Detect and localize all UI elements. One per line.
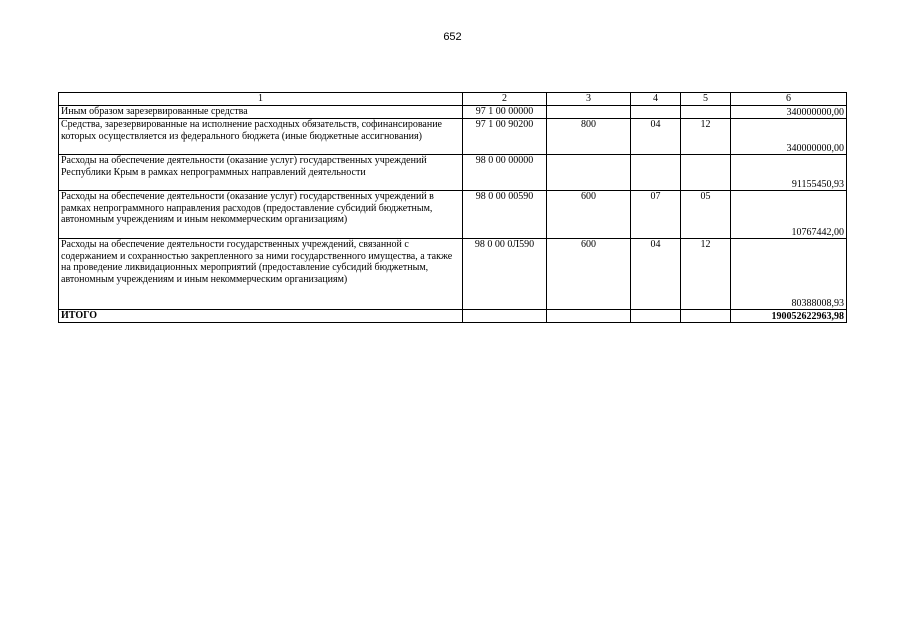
row-name: Расходы на обеспечение деятельности (оказание услуг) государственных учреждений Республики Крым в рамках непрограммных направлений деятельности: [59, 155, 463, 191]
page-number: 652: [443, 31, 462, 43]
row-name: Средства, зарезервированные на исполнение расходных обязательств, софинансирование которых осуществляется из федерального бюджета (иные бюджетные ассигнования): [59, 119, 463, 155]
column-header: 4: [631, 93, 681, 106]
row-rz: 04: [631, 239, 681, 310]
table-header-row: [59, 93, 847, 106]
table-row: [59, 119, 847, 155]
total-empty-cell: [631, 310, 681, 323]
row-pr: 05: [681, 191, 731, 239]
table-row: [59, 155, 847, 191]
column-header: 6: [731, 93, 847, 106]
row-code: 98 0 00 00000: [463, 155, 547, 191]
row-rz: [631, 106, 681, 119]
budget-table: [58, 92, 847, 323]
column-header: 3: [547, 93, 631, 106]
row-rz: 04: [631, 119, 681, 155]
row-code: 97 1 00 90200: [463, 119, 547, 155]
column-header: 5: [681, 93, 731, 106]
row-sum: 340000000,00: [731, 119, 847, 155]
total-empty-cell: [547, 310, 631, 323]
row-sum: 91155450,93: [731, 155, 847, 191]
row-kvr: 600: [547, 239, 631, 310]
table-row: [59, 191, 847, 239]
table-row: [59, 239, 847, 310]
row-kvr: [547, 155, 631, 191]
column-header: 1: [59, 93, 463, 106]
row-pr: 12: [681, 239, 731, 310]
row-code: 98 0 00 00590: [463, 191, 547, 239]
total-empty-cell: [681, 310, 731, 323]
row-name: Иным образом зарезервированные средства: [59, 106, 463, 119]
row-kvr: 800: [547, 119, 631, 155]
row-pr: 12: [681, 119, 731, 155]
row-rz: 07: [631, 191, 681, 239]
row-kvr: [547, 106, 631, 119]
row-code: 98 0 00 0Л590: [463, 239, 547, 310]
total-row: [59, 310, 847, 323]
row-name: Расходы на обеспечение деятельности государственных учреждений, связанной с содержанием и сохранностью закрепленного за ними государственного имущества, а также на проведение ликвидационных мероприятий (предоставление субсидий бюджетным, автономным учреждениям и иным некоммерческим организациям): [59, 239, 463, 310]
row-sum: 80388008,93: [731, 239, 847, 310]
column-header: 2: [463, 93, 547, 106]
row-sum: 340000000,00: [731, 106, 847, 119]
row-kvr: 600: [547, 191, 631, 239]
row-sum: 10767442,00: [731, 191, 847, 239]
row-pr: [681, 106, 731, 119]
total-empty-cell: [463, 310, 547, 323]
row-rz: [631, 155, 681, 191]
table-row: [59, 106, 847, 119]
row-pr: [681, 155, 731, 191]
row-code: 97 1 00 00000: [463, 106, 547, 119]
total-label: ИТОГО: [59, 310, 463, 323]
row-name: Расходы на обеспечение деятельности (оказание услуг) государственных учреждений в рамках непрограммного направления расходов (предоставление субсидий бюджетным, автономным учреждениям и иным некоммерческим организациям): [59, 191, 463, 239]
total-sum: 190052622963,98: [731, 310, 847, 323]
